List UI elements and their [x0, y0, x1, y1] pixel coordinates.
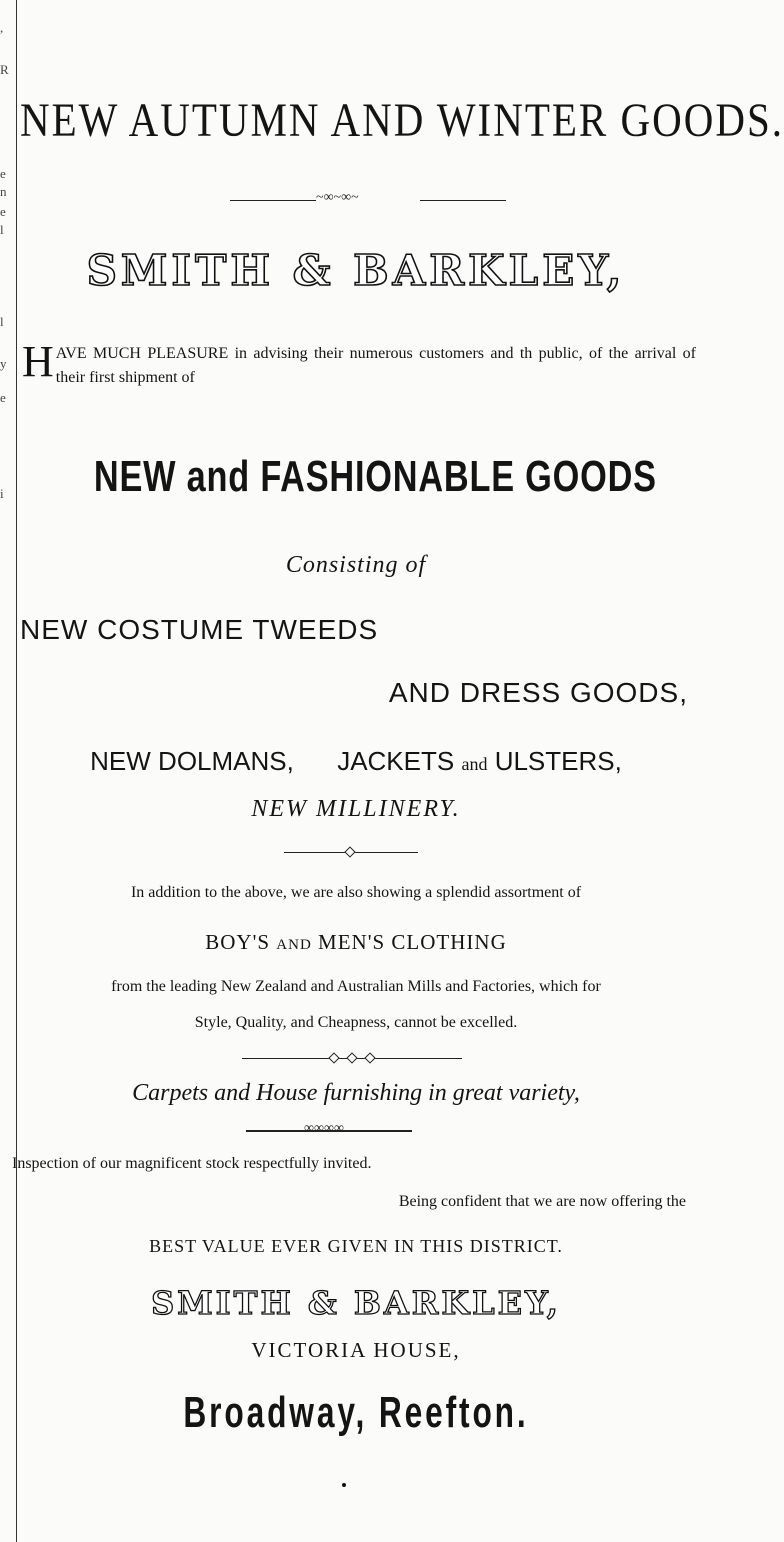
firm-name-signature: SMITH & BARKLEY, [151, 1284, 561, 1322]
jackets-text: JACKETS [337, 746, 455, 776]
drop-cap: H [22, 337, 54, 386]
ornament-flourish: ~∞~∞~ [316, 190, 359, 205]
dress-goods: AND DRESS GOODS, [388, 677, 688, 708]
margin-fragment: R [0, 62, 9, 77]
boys-text: BOY'S [205, 930, 271, 954]
style-text: Style, Quality, and Cheapness, cannot be excelled. [194, 1014, 518, 1031]
divider-diamond [344, 846, 355, 857]
consisting-of: Consisting of [285, 552, 427, 578]
firm-name: SMITH & BARKLEY, [86, 246, 626, 295]
divider-flourish: ∞∞∞∞ [304, 1121, 344, 1136]
intro-paragraph [22, 337, 696, 390]
margin-fragment: n [0, 184, 7, 199]
ulsters-text: ULSTERS, [494, 746, 622, 776]
addition-text: In addition to the above, we are also showing a splendid assortment of [130, 884, 582, 901]
margin-fragment: e [0, 166, 6, 181]
victoria-house: VICTORIA HOUSE, [251, 1338, 461, 1362]
headline: NEW AUTUMN AND WINTER GOODS. [20, 93, 784, 147]
dolmans-line [20, 746, 692, 777]
margin-fragment: i [0, 486, 4, 501]
and-text: and [461, 754, 488, 774]
intro-caps: AVE MUCH PLEASURE [55, 345, 229, 362]
mens-clothing-text: MEN'S CLOTHING [318, 930, 507, 954]
costume-tweeds: NEW COSTUME TWEEDS [20, 614, 379, 645]
best-value-text: BEST VALUE EVER GIVEN IN THIS DISTRICT. [149, 1236, 563, 1256]
address-broadway: Broadway, Reefton. [183, 1388, 529, 1437]
column-rule [16, 0, 17, 1542]
margin-fragment: l [0, 314, 4, 329]
margin-fragment: l [0, 222, 4, 237]
margin-fragment: e [0, 204, 6, 219]
dolmans-text: NEW DOLMANS, [90, 746, 294, 776]
end-dot [342, 1483, 346, 1487]
ornament-rule-right [420, 200, 506, 201]
and-small-caps: AND [276, 937, 312, 953]
carpets-text: Carpets and House furnishing in great variety, [132, 1080, 580, 1106]
clothing-line [20, 930, 692, 955]
ornament-rule-left [230, 200, 316, 201]
confident-text: Being confident that we are now offering the [398, 1193, 686, 1210]
margin-fragment: y [0, 356, 7, 371]
divider-diamond [346, 1052, 357, 1063]
divider-diamond [364, 1052, 375, 1063]
margin-fragment: , [0, 20, 4, 35]
margin-fragment: e [0, 390, 6, 405]
intro-text: in advising their numerous customers and th public, of the arrival of their first shipment of [55, 345, 696, 386]
mills-text: from the leading New Zealand and Australian Mills and Factories, which for [111, 978, 601, 995]
millinery: NEW MILLINERY. [251, 796, 461, 822]
inspection-text: Inspection of our magnificent stock respectfully invited. [12, 1155, 372, 1172]
fashionable-goods-heading: NEW and FASHIONABLE GOODS [93, 452, 657, 501]
divider-diamond [328, 1052, 339, 1063]
